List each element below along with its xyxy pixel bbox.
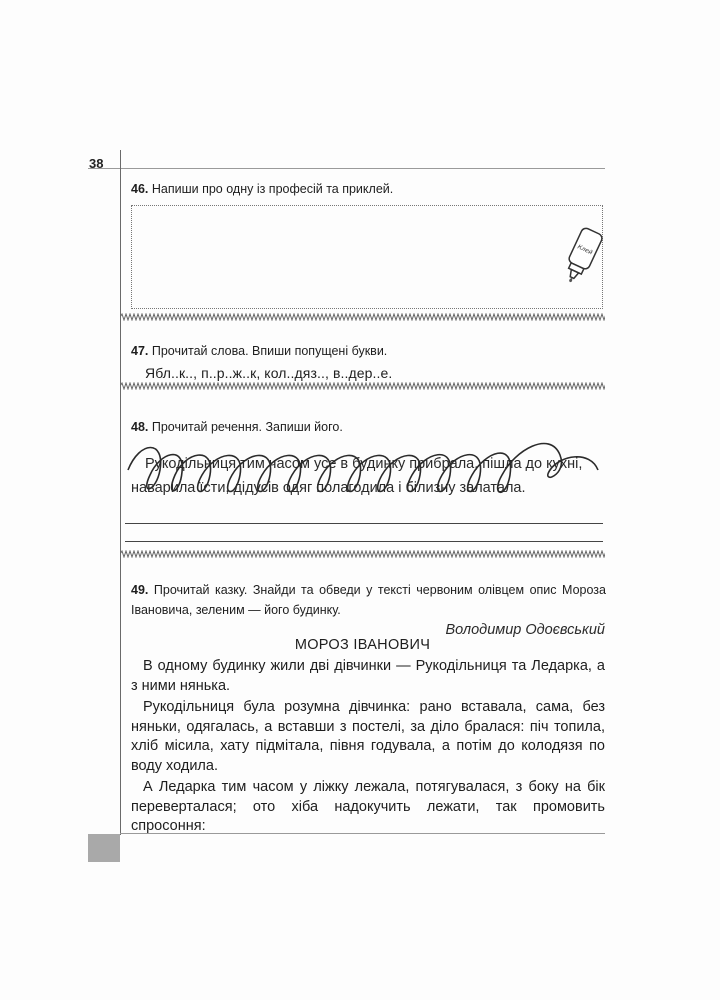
sentence-line-2: наварила їсти, дідусів одяг полагодила і білизну залатала. <box>131 480 526 496</box>
task-48-number: 48. <box>131 420 149 434</box>
task-47-number: 47. <box>131 344 149 358</box>
task-46-text: Напиши про одну із професій та приклей. <box>151 182 394 196</box>
corner-tab <box>88 834 120 862</box>
task-46-number: 46. <box>131 182 149 196</box>
task-47 <box>131 344 387 358</box>
story-author: Володимир Одоєвський <box>445 622 605 638</box>
task-49-text: Прочитай казку. Знайди та обведи у тексті червоним олівцем опис Мороза Івановича, зеленим — його будинку. <box>131 583 606 617</box>
task-48-text: Прочитай речення. Запиши його. <box>151 420 343 434</box>
story-paragraph: Рукодільниця була розумна дівчинка: рано вставала, сама, без няньки, одягалась, а вставши з постелі, за діло бралася: піч топила, хліб місила, хату підмітала, півня годувала, а потім до колодязя по воду ходила. <box>131 699 605 774</box>
top-rule <box>88 168 605 169</box>
task-47-text: Прочитай слова. Впиши попущені букви. <box>151 344 388 358</box>
story-text <box>131 657 605 839</box>
page-number: 38 <box>89 156 104 171</box>
glue-label: Клей <box>576 243 594 257</box>
task-49-number: 49. <box>131 583 149 597</box>
task-46 <box>131 182 393 196</box>
story-title: МОРОЗ ІВАНОВИЧ <box>294 637 431 653</box>
story-paragraph: А Ледарка тим часом у ліжку лежала, потягувалася, з боку на бік переверталася; ото хіба надокучить лежати, так промовить спросоння: <box>131 779 605 834</box>
missing-letter-words: Ябл..к.., п..р..ж..к, кол..дяз.., в..дер..е. <box>145 365 393 381</box>
divider-zigzag <box>120 550 605 558</box>
sticker-area[interactable] <box>131 205 603 309</box>
divider-zigzag <box>120 313 605 321</box>
sentence-line-1: Рукодільниця тим часом усе в будинку прибрала, пішла до кухні, <box>145 456 583 472</box>
story-paragraph: В одному будинку жили дві дівчинки — Рукодільниця та Ледарка, а з ними нянька. <box>131 658 605 694</box>
task-49 <box>131 580 606 620</box>
glue-icon <box>558 223 608 285</box>
writing-line-1[interactable] <box>125 523 603 524</box>
writing-line-2[interactable] <box>125 541 603 542</box>
divider-zigzag <box>120 382 605 390</box>
handwriting-scribble <box>120 430 615 525</box>
